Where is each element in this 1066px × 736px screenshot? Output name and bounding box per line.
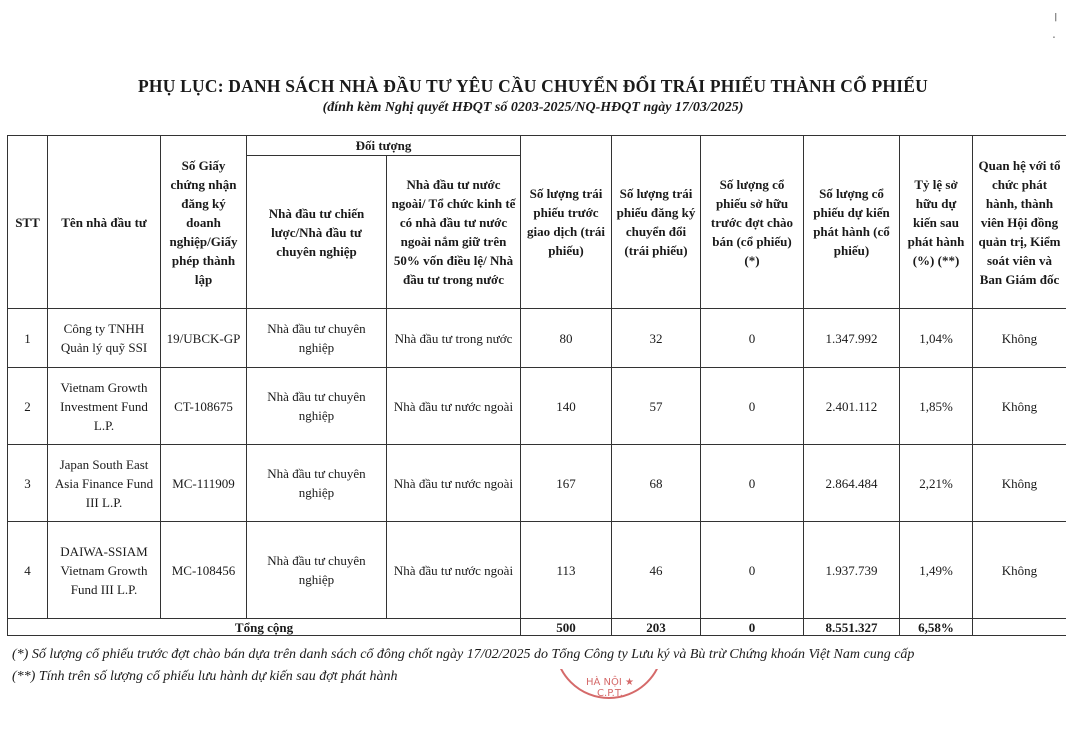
cell-strategic: Nhà đầu tư chuyên nghiệp bbox=[247, 309, 387, 368]
cell-shares-expected: 2.864.484 bbox=[804, 445, 900, 522]
footnote-2: (**) Tính trên số lượng cổ phiếu lưu hành dự kiến sau đợt phát hành bbox=[12, 669, 398, 684]
cell-ratio: 1,85% bbox=[900, 368, 973, 445]
seal-text: HÀ NỘI ★ C.P.T. bbox=[586, 677, 634, 699]
cell-bonds-registered: 68 bbox=[612, 445, 701, 522]
header-stt: STT bbox=[8, 136, 48, 309]
total-label: Tổng cộng bbox=[8, 619, 521, 636]
cell-ratio: 1,49% bbox=[900, 522, 973, 619]
cell-shares-expected: 2.401.112 bbox=[804, 368, 900, 445]
cell-shares-expected: 1.937.739 bbox=[804, 522, 900, 619]
cell-strategic: Nhà đầu tư chuyên nghiệp bbox=[247, 445, 387, 522]
cell-ratio: 1,04% bbox=[900, 309, 973, 368]
cell-shares-owned: 0 bbox=[701, 445, 804, 522]
table-row bbox=[8, 368, 1066, 445]
page-edge-marks: ╵ · bbox=[1051, 15, 1060, 46]
header-license: Số Giấy chứng nhận đăng ký doanh nghiệp/Giấy phép thành lập bbox=[161, 136, 247, 309]
cell-license: 19/UBCK-GP bbox=[161, 309, 247, 368]
cell-relationship: Không bbox=[973, 445, 1066, 522]
header-ownership-ratio: Tỷ lệ sở hữu dự kiến sau phát hành (%) (**) bbox=[900, 136, 973, 309]
total-shares-expected: 8.551.327 bbox=[804, 619, 900, 636]
cell-strategic: Nhà đầu tư chuyên nghiệp bbox=[247, 368, 387, 445]
header-shares-owned: Số lượng cổ phiếu sở hữu trước đợt chào bán (cổ phiếu) (*) bbox=[701, 136, 804, 309]
cell-stt: 4 bbox=[8, 522, 48, 619]
total-shares-owned: 0 bbox=[701, 619, 804, 636]
table-row bbox=[8, 309, 1066, 368]
header-bonds-registered: Số lượng trái phiếu đăng ký chuyển đổi (trái phiếu) bbox=[612, 136, 701, 309]
cell-investor-name: Công ty TNHH Quản lý quỹ SSI bbox=[48, 309, 161, 368]
cell-shares-owned: 0 bbox=[701, 522, 804, 619]
cell-bonds-before: 80 bbox=[521, 309, 612, 368]
cell-bonds-registered: 32 bbox=[612, 309, 701, 368]
cell-shares-owned: 0 bbox=[701, 309, 804, 368]
cell-relationship: Không bbox=[973, 309, 1066, 368]
cell-strategic: Nhà đầu tư chuyên nghiệp bbox=[247, 522, 387, 619]
total-ratio: 6,58% bbox=[900, 619, 973, 636]
total-row bbox=[8, 619, 1066, 636]
cell-ratio: 2,21% bbox=[900, 445, 973, 522]
cell-relationship: Không bbox=[973, 522, 1066, 619]
cell-license: CT-108675 bbox=[161, 368, 247, 445]
cell-bonds-registered: 57 bbox=[612, 368, 701, 445]
table-row bbox=[8, 522, 1066, 619]
cell-foreign: Nhà đầu tư nước ngoài bbox=[387, 368, 521, 445]
page-title: PHỤ LỤC: DANH SÁCH NHÀ ĐẦU TƯ YÊU CẦU CHUYỂN ĐỔI TRÁI PHIẾU THÀNH CỔ PHIẾU bbox=[138, 76, 928, 96]
header-relationship: Quan hệ với tổ chức phát hành, thành viên Hội đồng quản trị, Kiểm soát viên và Ban Giám đốc bbox=[973, 136, 1066, 309]
header-bonds-before: Số lượng trái phiếu trước giao dịch (trái phiếu) bbox=[521, 136, 612, 309]
cell-bonds-before: 113 bbox=[521, 522, 612, 619]
cell-investor-name: DAIWA-SSIAM Vietnam Growth Fund III L.P. bbox=[48, 522, 161, 619]
cell-foreign: Nhà đầu tư nước ngoài bbox=[387, 522, 521, 619]
investor-table bbox=[7, 135, 1066, 636]
page-subtitle: (đính kèm Nghị quyết HĐQT số 0203-2025/NQ-HĐQT ngày 17/03/2025) bbox=[322, 100, 744, 115]
header-investor-name: Tên nhà đầu tư bbox=[48, 136, 161, 309]
cell-stt: 2 bbox=[8, 368, 48, 445]
header-subject-foreign: Nhà đầu tư nước ngoài/ Tổ chức kinh tế có nhà đầu tư nước ngoài nắm giữ trên 50% vốn điều lệ/ Nhà đầu tư trong nước bbox=[387, 156, 521, 309]
company-seal bbox=[554, 669, 666, 703]
cell-investor-name: Japan South East Asia Finance Fund III L.P. bbox=[48, 445, 161, 522]
cell-shares-expected: 1.347.992 bbox=[804, 309, 900, 368]
cell-bonds-before: 140 bbox=[521, 368, 612, 445]
header-subject: Đối tượng bbox=[247, 136, 521, 156]
cell-foreign: Nhà đầu tư nước ngoài bbox=[387, 445, 521, 522]
header-subject-strategic: Nhà đầu tư chiến lược/Nhà đầu tư chuyên nghiệp bbox=[247, 156, 387, 309]
total-bonds-before: 500 bbox=[521, 619, 612, 636]
cell-stt: 3 bbox=[8, 445, 48, 522]
cell-relationship: Không bbox=[973, 368, 1066, 445]
footnote-1: (*) Số lượng cổ phiếu trước đợt chào bán dựa trên danh sách cổ đông chốt ngày 17/02/2025 do Tổng Công ty Lưu ký và Bù trừ Chứng khoán Việt Nam cung cấp bbox=[12, 647, 915, 662]
cell-bonds-registered: 46 bbox=[612, 522, 701, 619]
cell-license: MC-108456 bbox=[161, 522, 247, 619]
cell-foreign: Nhà đầu tư trong nước bbox=[387, 309, 521, 368]
cell-investor-name: Vietnam Growth Investment Fund L.P. bbox=[48, 368, 161, 445]
header-shares-expected: Số lượng cổ phiếu dự kiến phát hành (cổ phiếu) bbox=[804, 136, 900, 309]
cell-stt: 1 bbox=[8, 309, 48, 368]
cell-bonds-before: 167 bbox=[521, 445, 612, 522]
cell-shares-owned: 0 bbox=[701, 368, 804, 445]
total-bonds-registered: 203 bbox=[612, 619, 701, 636]
cell-license: MC-111909 bbox=[161, 445, 247, 522]
table-row bbox=[8, 445, 1066, 522]
total-relationship bbox=[973, 619, 1066, 636]
